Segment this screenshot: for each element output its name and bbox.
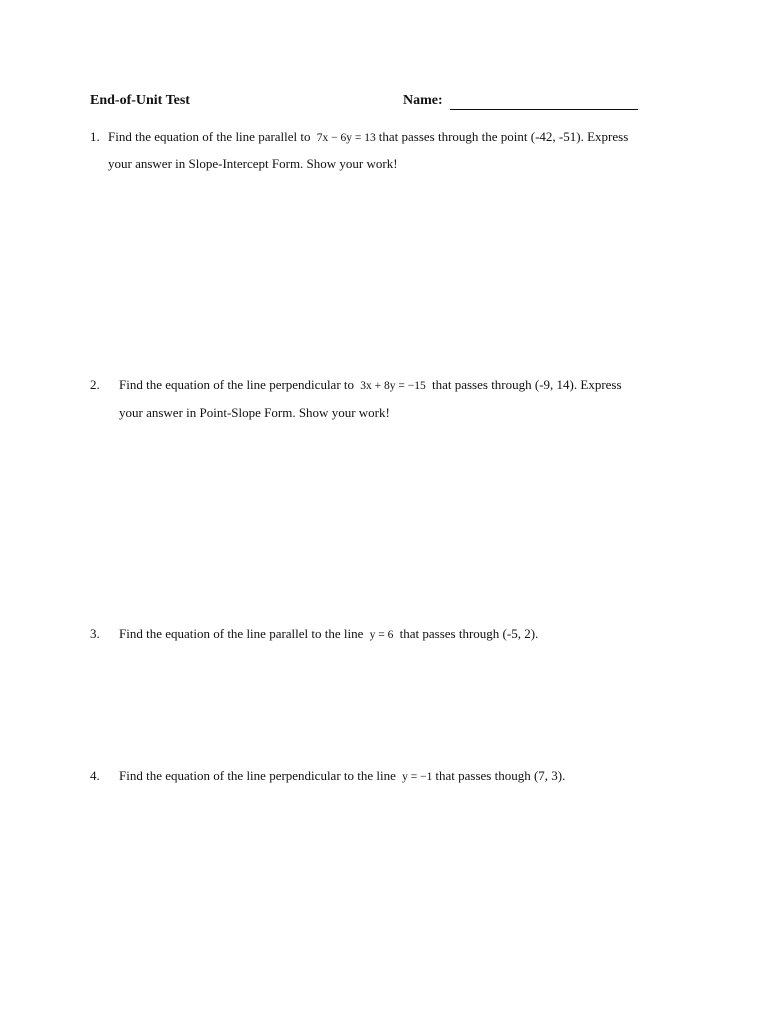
question-equation: 3x + 8y = −15 [360,380,426,392]
question-text: Find the equation of the line perpendicular to 3x + 8y = −15 that passes through (-9, 14). Express [119,377,622,392]
question-1 [90,129,690,179]
question-text-line2: your answer in Slope-Intercept Form. Show your work! [108,156,398,171]
name-label: Name: [403,93,443,108]
question-2 [90,377,690,427]
question-4 [90,768,690,788]
question-equation: 7x − 6y = 13 [316,132,376,144]
question-equation: y = 6 [369,629,394,641]
test-title: End-of-Unit Test [90,93,190,108]
question-3 [90,626,690,646]
question-text: Find the equation of the line parallel to 7x − 6y = 13 that passes through the point (-42, -51). Express [108,129,629,144]
question-text-line2: your answer in Point-Slope Form. Show your work! [119,405,390,420]
question-number: 3. [90,626,100,641]
question-number: 2. [90,377,100,392]
question-text: Find the equation of the line perpendicular to the line y = −1 that passes though (7, 3). [119,768,566,783]
question-number: 1. [90,129,100,144]
question-equation: y = −1 [402,771,433,783]
question-text: Find the equation of the line parallel to the line y = 6 that passes through (-5, 2). [119,626,539,641]
test-header [90,93,690,113]
question-number: 4. [90,768,100,783]
name-blank-line[interactable] [450,93,638,110]
